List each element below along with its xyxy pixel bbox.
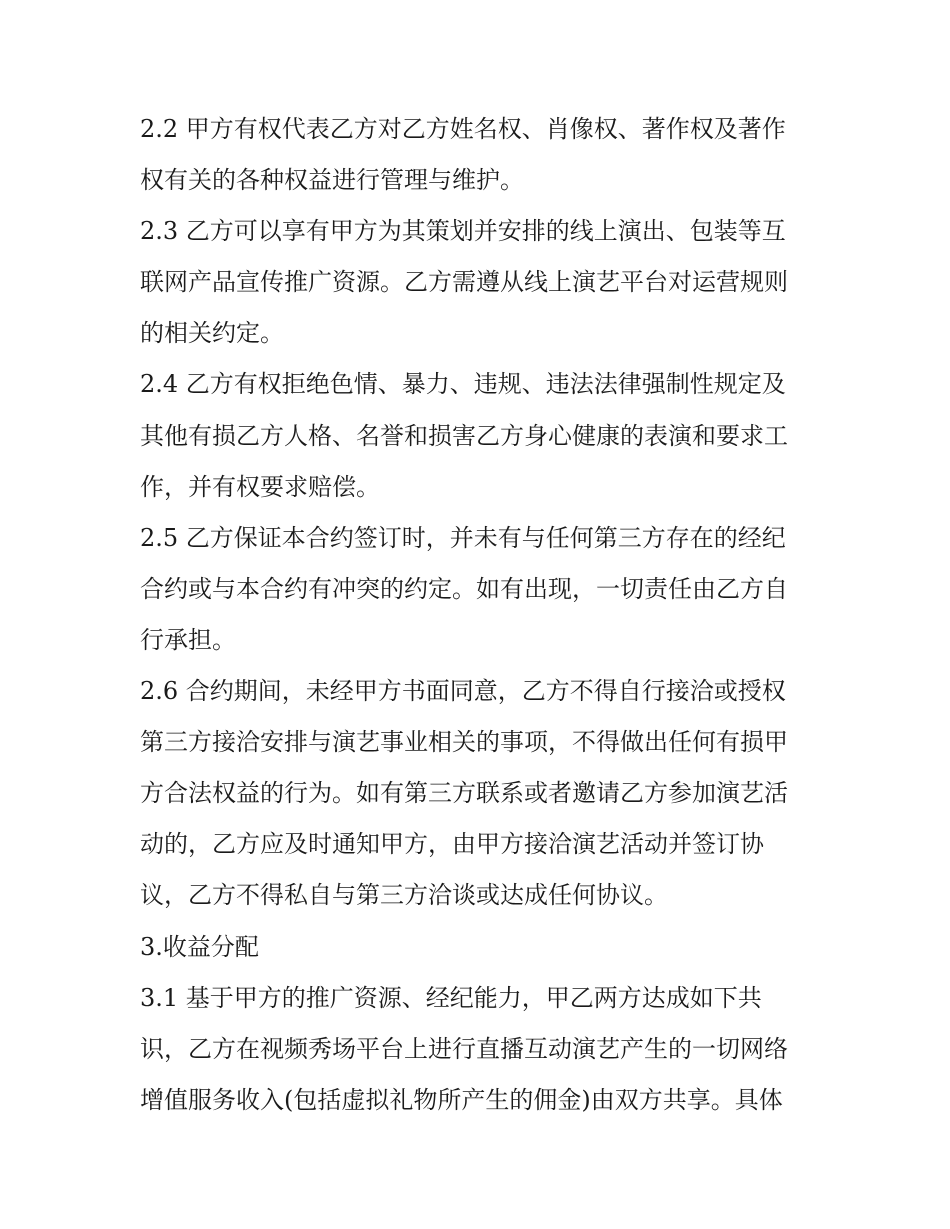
text-line: 其他有损乙方人格、名誉和损害乙方身心健康的表演和要求工 (140, 421, 788, 450)
text-line: 动的，乙方应及时通知甲方，由甲方接洽演艺活动并签订协 (140, 830, 764, 859)
section-heading: 3.收益分配 (140, 932, 259, 961)
text-line: 识，乙方在视频秀场平台上进行直播互动演艺产生的一切网络 (140, 1034, 788, 1063)
text-line: 作，并有权要求赔偿。 (140, 472, 380, 501)
text-line: 2.5 乙方保证本合约签订时，并未有与任何第三方存在的经纪 (140, 523, 786, 552)
text-line: 2.4 乙方有权拒绝色情、暴力、违规、违法法律强制性规定及 (140, 370, 786, 399)
text-line: 第三方接洽安排与演艺事业相关的事项，不得做出任何有损甲 (140, 728, 788, 757)
text-line: 2.3 乙方可以享有甲方为其策划并安排的线上演出、包装等互 (140, 217, 786, 246)
text-line: 增值服务收入(包括虚拟礼物所产生的佣金)由双方共享。具体 (140, 1085, 783, 1114)
text-line: 方合法权益的行为。如有第三方联系或者邀请乙方参加演艺活 (140, 779, 788, 808)
text-line: 2.6 合约期间，未经甲方书面同意，乙方不得自行接洽或授权 (140, 677, 786, 706)
text-line: 权有关的各种权益进行管理与维护。 (140, 166, 524, 195)
text-line: 的相关约定。 (140, 319, 284, 348)
text-line: 3.1 基于甲方的推广资源、经纪能力，甲乙两方达成如下共 (140, 983, 762, 1012)
text-line: 联网产品宣传推广资源。乙方需遵从线上演艺平台对运营规则 (140, 268, 788, 297)
text-line: 行承担。 (140, 625, 236, 654)
document-body (140, 104, 830, 1126)
text-line: 议，乙方不得私自与第三方洽谈或达成任何协议。 (140, 881, 668, 910)
text-line: 2.2 甲方有权代表乙方对乙方姓名权、肖像权、著作权及著作 (140, 115, 786, 143)
text-line: 合约或与本合约有冲突的约定。如有出现，一切责任由乙方自 (140, 574, 788, 603)
